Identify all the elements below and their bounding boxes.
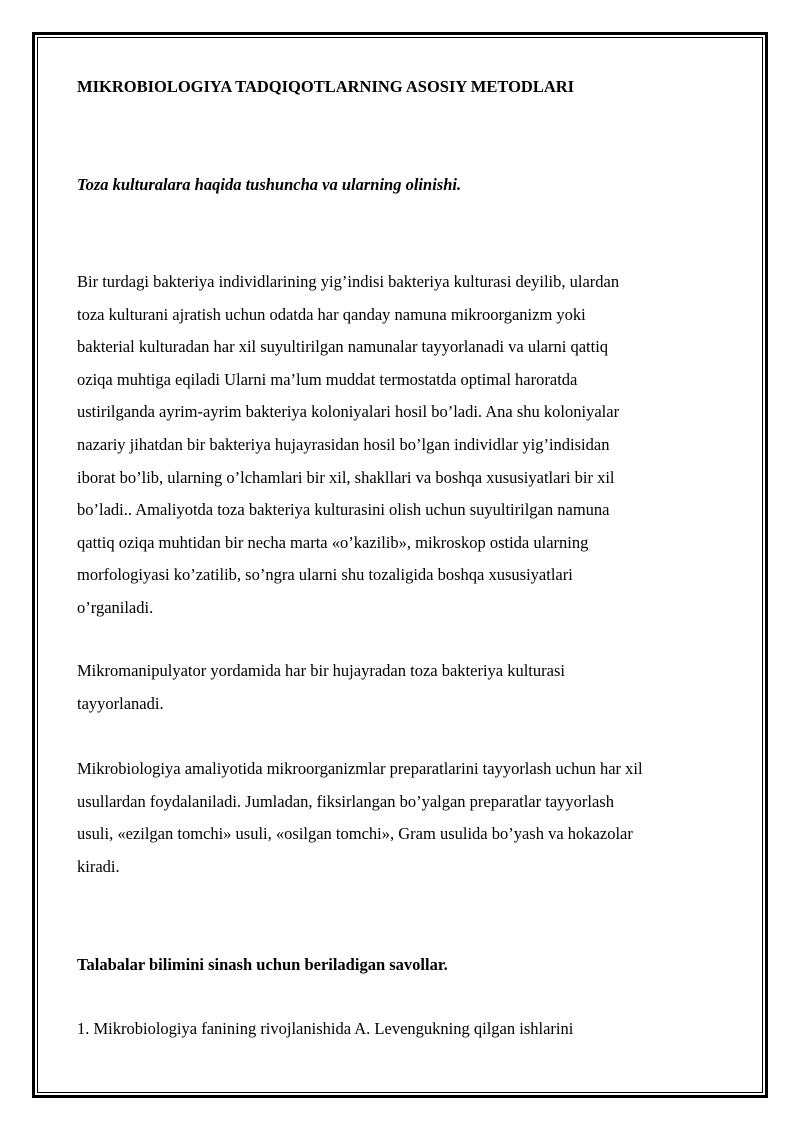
paragraph-line: ustirilganda ayrim-ayrim bakteriya koloniyalari hosil bo’ladi. Ana shu koloniyalar [77, 402, 620, 422]
paragraph-line: toza kulturani ajratish uchun odatda har qanday namuna mikroorganizm yoki [77, 304, 586, 324]
question-item: 1. Mikrobiologiya fanining rivojlanishida A. Levengukning qilgan ishlarini [77, 1019, 574, 1038]
document-title: MIKROBIOLOGIYA TADQIQOTLARNING ASOSIY METODLARI [77, 77, 575, 96]
paragraph-line: bakterial kulturadan har xil suyultirilgan namunalar tayyorlanadi va ularni qattiq [77, 337, 609, 357]
paragraph-line: tayyorlanadi. [77, 693, 164, 713]
section-subtitle: Toza kulturalara haqida tushuncha va ularning olinishi. [77, 175, 462, 194]
paragraph-line: usullardan foydalaniladi. Jumladan, fiksirlangan bo’yalgan preparatlar tayyorlash [77, 791, 614, 811]
paragraph-micromanipulator [77, 655, 727, 720]
paragraph-line: bo’ladi.. Amaliyotda toza bakteriya kulturasini olish uchun suyultirilgan namuna [77, 500, 610, 520]
paragraph-line: morfologiyasi ko’zatilib, so’ngra ularni shu tozaligida boshqa xususiyatlari [77, 565, 573, 585]
paragraph-line: qattiq oziqa muhtidan bir necha marta «o’kazilib», mikroskop ostida ularning [77, 532, 589, 552]
paragraph-line: kiradi. [77, 856, 120, 876]
paragraph-line: nazariy jihatdan bir bakteriya hujayrasidan hosil bo’lgan individlar yig’indisidan [77, 434, 610, 454]
questions-heading: Talabalar bilimini sinash uchun beriladigan savollar. [77, 955, 448, 974]
paragraph-bacteria-culture [77, 266, 727, 625]
paragraph-line: oziqa muhtiga eqiladi Ularni ma’lum muddat termostatda optimal haroratda [77, 369, 578, 389]
paragraph-line: usuli, «ezilgan tomchi» usuli, «osilgan tomchi», Gram usulida bo’yash va hokazolar [77, 824, 633, 844]
paragraph-line: Bir turdagi bakteriya individlarining yig’indisi bakteriya kulturasi deyilib, ulardan [77, 272, 620, 291]
paragraph-line: Mikromanipulyator yordamida har bir hujayradan toza bakteriya kulturasi [77, 661, 565, 680]
paragraph-line: Mikrobiologiya amaliyotida mikroorganizmlar preparatlarini tayyorlash uchun har xil [77, 759, 643, 778]
paragraph-preparation-methods [77, 753, 727, 883]
paragraph-line: iborat bo’lib, ularning o’lchamlari bir xil, shakllari va boshqa xususiyatlari bir xil [77, 467, 615, 487]
paragraph-line: o’rganiladi. [77, 597, 154, 617]
